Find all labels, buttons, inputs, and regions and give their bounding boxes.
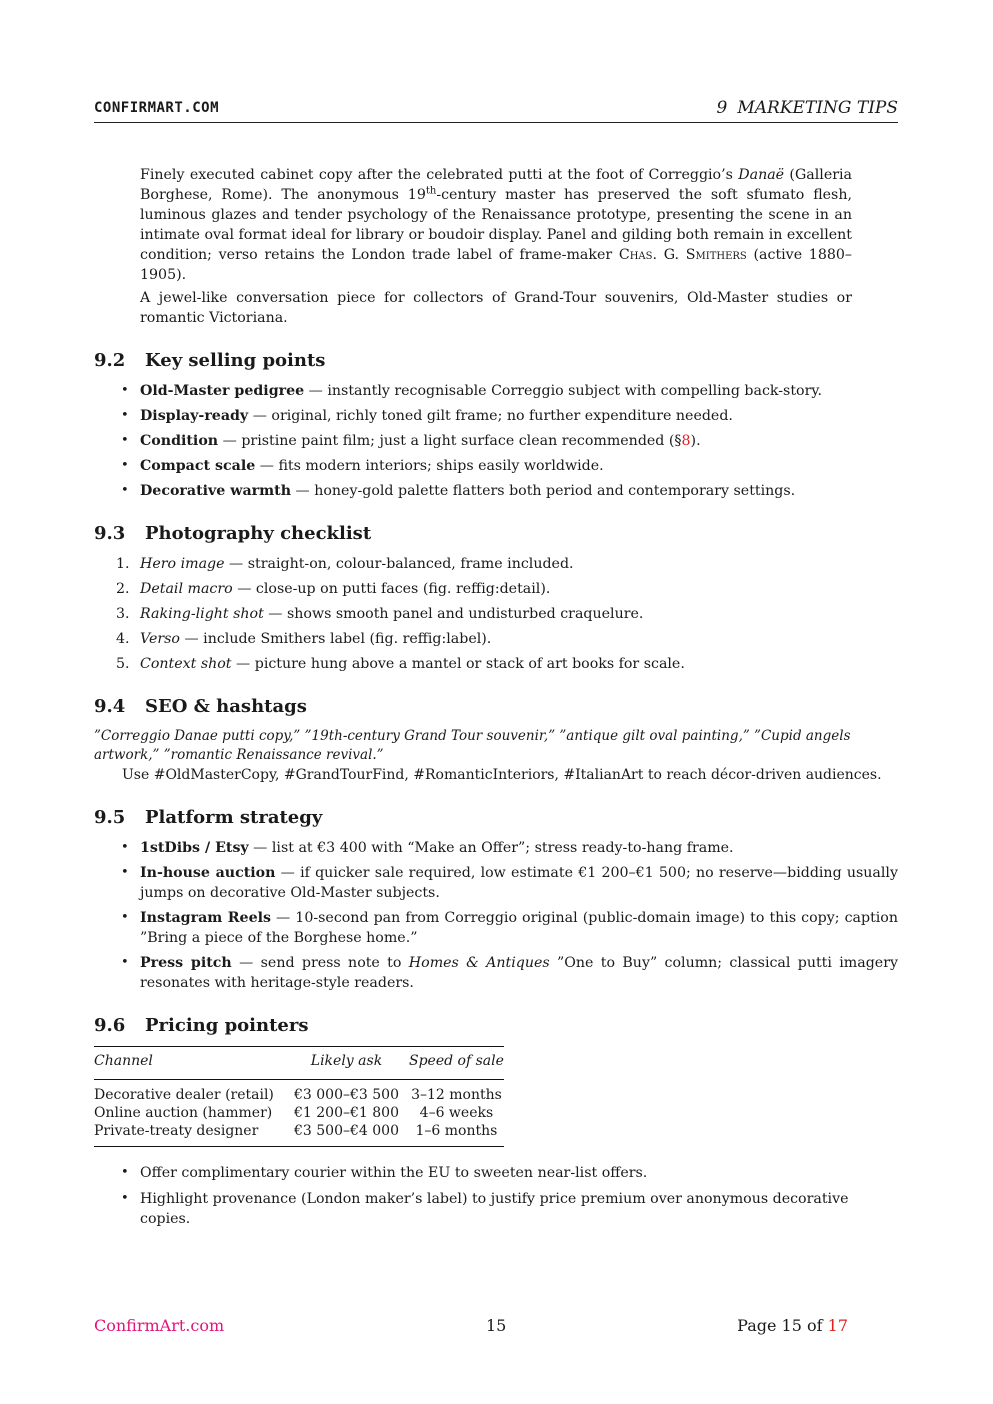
text-run: (Galleria Borghese, Rome). The anonymous 19 bbox=[140, 167, 852, 203]
pricing-notes-list bbox=[94, 1163, 898, 1229]
dash: — bbox=[304, 383, 328, 399]
platform-strategy-list bbox=[94, 838, 898, 993]
dash: — bbox=[248, 408, 272, 424]
column-header-channel: Channel bbox=[94, 1047, 284, 1080]
item-label: Verso bbox=[140, 631, 180, 647]
table-cell: €1 200–€1 800 bbox=[294, 1105, 399, 1121]
section-number: 9.5 bbox=[94, 807, 126, 828]
item-number: 4. bbox=[116, 631, 130, 647]
item-label: Instagram Reels bbox=[140, 910, 271, 926]
footer-page-number: 15 bbox=[486, 1316, 507, 1335]
table-cell: Online auction (hammer) bbox=[94, 1105, 273, 1121]
item-number: 5. bbox=[116, 656, 130, 672]
table-header-row bbox=[94, 1047, 504, 1080]
table-cell: 4–6 weeks bbox=[419, 1105, 494, 1121]
section-heading-9-6 bbox=[94, 1014, 898, 1038]
item-text: shows smooth panel and undisturbed craquelure. bbox=[287, 606, 644, 622]
item-label: Display-ready bbox=[140, 408, 249, 424]
list-item bbox=[94, 579, 898, 599]
section-number: 9.3 bbox=[94, 523, 126, 544]
page-of-text: Page 15 of bbox=[737, 1316, 828, 1335]
section-number: 9.4 bbox=[94, 696, 126, 717]
page-footer bbox=[94, 1316, 848, 1338]
table-cell: €3 000–€3 500 bbox=[294, 1087, 399, 1103]
item-label: Old-Master pedigree bbox=[140, 383, 305, 399]
list-item bbox=[94, 908, 898, 948]
item-text: picture hung above a mantel or stack of art books for scale. bbox=[254, 656, 685, 672]
section-heading-9-4 bbox=[94, 695, 898, 719]
item-label: In-house auction bbox=[140, 865, 276, 881]
seo-keyword-phrases: ”Correggio Danae putti copy,” ”19th-century Grand Tour souvenir,” ”antique gilt oval painting,” ”Cupid angels artwork,” ”romantic Renaissance revival.” bbox=[94, 728, 851, 763]
section-heading-9-2 bbox=[94, 349, 898, 373]
table-cell: Private-treaty designer bbox=[94, 1122, 284, 1147]
list-item bbox=[94, 554, 898, 574]
artwork-title: Danaë bbox=[738, 167, 785, 183]
item-label: Detail macro bbox=[140, 581, 233, 597]
item-text: close-up on putti faces (fig. reffig:detail). bbox=[255, 581, 551, 597]
item-text: original, richly toned gilt frame; no further expenditure needed. bbox=[271, 408, 733, 424]
list-item bbox=[94, 863, 898, 903]
list-item bbox=[94, 604, 898, 624]
item-text: list at €3 400 with “Make an Offer”; stress ready-to-hang frame. bbox=[271, 840, 734, 856]
list-item bbox=[94, 406, 898, 426]
list-item: • Offer complimentary courier within the EU to sweeten near-list offers. bbox=[94, 1163, 898, 1183]
item-text: ). bbox=[690, 433, 701, 449]
table-row bbox=[94, 1122, 504, 1147]
item-text: send press note to bbox=[260, 955, 409, 971]
table-row bbox=[94, 1080, 504, 1105]
section-title: Platform strategy bbox=[145, 807, 323, 828]
text-run: -century master has preserved the soft sfumato flesh, luminous glazes and tender psychology of the Renaissance prototype, presenting the scene in an intimate oval format ideal for library or boudoir display. Panel and gilding both remain in excellent condition; verso retains the London trade label of frame-maker bbox=[140, 187, 852, 263]
item-text: honey-gold palette flatters both period and contemporary settings. bbox=[314, 483, 796, 499]
dash: — bbox=[271, 910, 296, 926]
table-cell: 1–6 months bbox=[409, 1122, 504, 1147]
dash: — bbox=[263, 606, 287, 622]
section-title: SEO & hashtags bbox=[145, 696, 307, 717]
photography-checklist bbox=[94, 554, 898, 674]
table-cell: Decorative dealer (retail) bbox=[94, 1087, 274, 1103]
pricing-table bbox=[94, 1046, 504, 1147]
item-text: instantly recognisable Correggio subject with compelling back-story. bbox=[327, 383, 822, 399]
item-text: fits modern interiors; ships easily worldwide. bbox=[278, 458, 604, 474]
item-label: Condition bbox=[140, 433, 219, 449]
item-text: pristine paint film; just a light surface clean recommended (§ bbox=[241, 433, 682, 449]
item-text: 10-second pan from Correggio original (public-domain image) to this copy; caption ”Bring a piece of the Borghese home.” bbox=[140, 910, 898, 946]
item-text: include Smithers label (fig. reffig:label). bbox=[203, 631, 492, 647]
selling-points-list bbox=[94, 381, 898, 501]
dash: — bbox=[291, 483, 315, 499]
intro-paragraph-2: A jewel-like conversation piece for collectors of Grand-Tour souvenirs, Old-Master studies or romantic Victoriana. bbox=[140, 290, 852, 326]
running-section-title: MARKETING TIPS bbox=[737, 98, 898, 118]
superscript: th bbox=[425, 185, 437, 197]
item-label: Compact scale bbox=[140, 458, 256, 474]
item-label: Decorative warmth bbox=[140, 483, 292, 499]
item-number: 2. bbox=[116, 581, 130, 597]
column-header-speed: Speed of sale bbox=[409, 1047, 504, 1080]
item-text: ”One to Buy” column; classical putti imagery resonates with heritage-style readers. bbox=[140, 955, 898, 991]
section-title: Key selling points bbox=[145, 350, 326, 371]
item-label: Raking-light shot bbox=[140, 606, 264, 622]
intro-block bbox=[140, 165, 852, 328]
list-item bbox=[94, 838, 898, 858]
item-number: 3. bbox=[116, 606, 130, 622]
item-label: Context shot bbox=[140, 656, 232, 672]
section-reference-link[interactable]: 8 bbox=[681, 433, 691, 449]
list-item bbox=[94, 431, 898, 451]
dash: — bbox=[248, 840, 272, 856]
running-title bbox=[717, 98, 898, 118]
dash: — bbox=[218, 433, 242, 449]
item-text: straight-on, colour-balanced, frame included. bbox=[247, 556, 574, 572]
dash: — bbox=[232, 581, 256, 597]
item-label: Hero image bbox=[140, 556, 225, 572]
item-label: Press pitch bbox=[140, 955, 232, 971]
list-item bbox=[94, 953, 898, 993]
footer-site-link[interactable]: ConfirmArt.com bbox=[94, 1316, 225, 1335]
dash: — bbox=[231, 656, 255, 672]
total-pages-link[interactable]: 17 bbox=[827, 1316, 848, 1335]
page-content bbox=[94, 165, 898, 1235]
hashtag-paragraph: Use #OldMasterCopy, #GrandTourFind, #RomanticInteriors, #ItalianArt to reach décor-driven audiences. bbox=[122, 767, 882, 783]
table-cell: €3 500–€4 000 bbox=[284, 1122, 409, 1147]
list-item bbox=[94, 456, 898, 476]
text-run: Finely executed cabinet copy after the celebrated putti at the foot of Correggio’s bbox=[140, 167, 739, 183]
dash: — bbox=[224, 556, 248, 572]
section-title: Photography checklist bbox=[145, 523, 372, 544]
list-item bbox=[94, 481, 898, 501]
dash: — bbox=[255, 458, 279, 474]
publication-title: Homes & Antiques bbox=[408, 955, 550, 971]
footer-page-count bbox=[737, 1316, 848, 1335]
maker-name: Chas. G. Smithers bbox=[618, 247, 747, 263]
section-title: Pricing pointers bbox=[145, 1015, 309, 1036]
table-row bbox=[94, 1104, 504, 1122]
item-label: 1stDibs / Etsy bbox=[140, 840, 249, 856]
column-header-likely-ask: Likely ask bbox=[284, 1047, 409, 1080]
section-number: 9.2 bbox=[94, 350, 126, 371]
item-number: 1. bbox=[116, 556, 130, 572]
dash: — bbox=[275, 865, 301, 881]
table-cell: 3–12 months bbox=[411, 1087, 502, 1103]
site-logo: CONFIRMART.COM bbox=[94, 100, 220, 116]
list-item: • Highlight provenance (London maker’s label) to justify price premium over anonymous decorative copies. bbox=[94, 1189, 898, 1229]
list-item bbox=[94, 629, 898, 649]
running-section-number: 9 bbox=[716, 98, 728, 118]
text-run: (active 1880–1905). bbox=[140, 247, 853, 283]
section-heading-9-5 bbox=[94, 806, 898, 830]
page-header bbox=[94, 98, 898, 123]
list-item bbox=[94, 654, 898, 674]
dash: — bbox=[231, 955, 261, 971]
item-text: if quicker sale required, low estimate €1 200–€1 500; no reserve—bidding usually jumps on decorative Old-Master subjects. bbox=[140, 865, 898, 901]
section-number: 9.6 bbox=[94, 1015, 126, 1036]
section-heading-9-3 bbox=[94, 522, 898, 546]
intro-paragraph-1 bbox=[140, 165, 852, 285]
list-item bbox=[94, 381, 898, 401]
dash: — bbox=[179, 631, 204, 647]
